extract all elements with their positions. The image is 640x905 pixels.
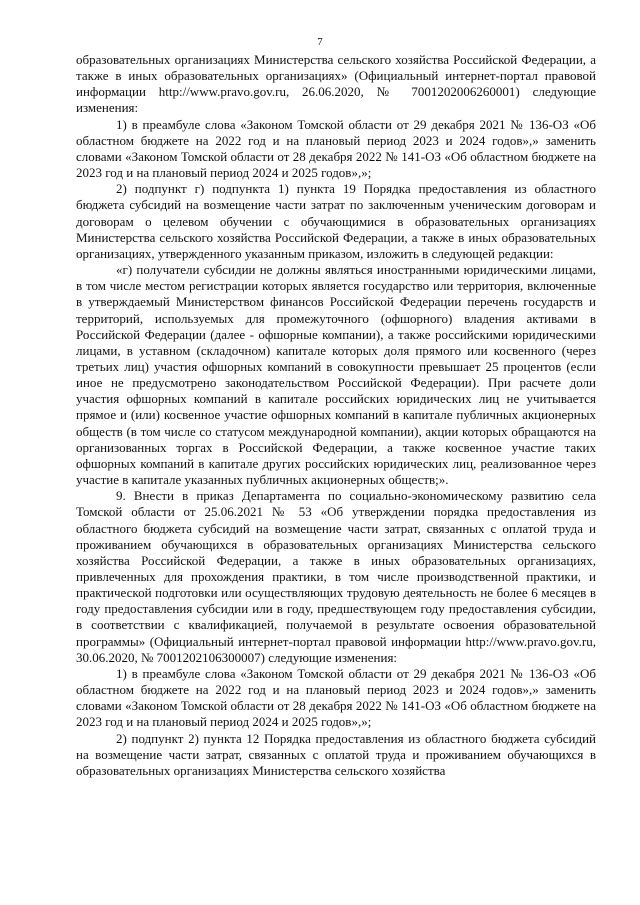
paragraph-item-1-preamble: 1) в преамбуле слова «Законом Томской области от 29 декабря 2021 № 136-ОЗ «Об областном бюджете на 2022 год и на плановый период 2023 и 2024 годов»,» заменить словами «Законом Томской области от 28 декабря 2022 № 141-ОЗ «Об областном бюджете на 2023 год и на плановый период 2024 и 2025 годов»,»; [76,116,596,181]
paragraph-item-2-subclause: 2) подпункт г) подпункта 1) пункта 19 Порядка предоставления из областного бюджета субсидий на возмещение части затрат по заключенным ученическим договорам и договорам о целевом обучении с обучающимися в образовательных организациях Министерства сельского хозяйства Российской Федерации, а также в иных образовательных организациях, утвержденного указанным приказом, изложить в следующей редакции: [76,181,596,261]
paragraph-intro-continued: образовательных организациях Министерства сельского хозяйства Российской Федерации, а также в иных образовательных организациях» (Официальный интернет-портал правовой информации http://www.pravo.gov.ru, 26.06.2020, № 7001202006260001) следующие изменения: [76,52,596,116]
paragraph-section-9-item-2: 2) подпункт 2) пункта 12 Порядка предоставления из областного бюджета субсидий на возмещение части затрат, связанных с оплатой труда и проживанием обучающихся в образовательных организациях Министерства сельского хозяйства [76,730,596,778]
document-body [76,52,596,779]
paragraph-section-9: 9. Внести в приказ Департамента по социально-экономическому развитию села Томской области от 25.06.2021 № 53 «Об утверждении порядка предоставления из областного бюджета субсидий на возмещение части затрат, связанных с оплатой труда и проживанием обучающихся в образовательных организациях Министерства сельского хозяйства Российской Федерации, а также в иных образовательных организациях, привлеченных для прохождения практики, в том числе производственной практики, и практической подготовки или осуществляющих трудовую деятельность не более 6 месяцев в году предоставления субсидии или в году, предшествующем году предоставления субсидии, в соответствии с квалификацией, получаемой в результате освоения образовательной программы» (Официальный интернет-портал правовой информации http://www.pravo.gov.ru, 30.06.2020, № 7001202106300007) следующие изменения: [76,488,596,665]
page-number: 7 [317,36,323,48]
paragraph-new-wording-g: «г) получатели субсидии не должны являться иностранными юридическими лицами, в том числе местом регистрации которых является государство или территория, включенные в утверждаемый Министерством финансов Российской Федерации перечень государств и территорий, используемых для промежуточного (офшорного) владения активами в Российской Федерации (далее - офшорные компании), а также российскими юридическими лицами, в уставном (складочном) капитале которых доля прямого или косвенного (через третьих лиц) участия офшорных компаний в совокупности превышает 25 процентов (если иное не предусмотрено законодательством Российской Федерации). При расчете доли участия офшорных компаний в капитале российских юридических лиц не учитывается прямое и (или) косвенное участие офшорных компаний в капитале публичных акционерных обществ (в том числе со статусом международной компании), акции которых обращаются на организованных торгах в Российской Федерации, а также косвенное участие таких офшорных компаний в капитале других российских юридических лиц, реализованное через участие в капитале указанных публичных акционерных обществ;». [76,262,596,488]
paragraph-section-9-item-1: 1) в преамбуле слова «Законом Томской области от 29 декабря 2021 № 136-ОЗ «Об областном бюджете на 2022 год и на плановый период 2023 и 2024 годов»,» заменить словами «Законом Томской области от 28 декабря 2022 № 141-ОЗ «Об областном бюджете на 2023 год и на плановый период 2024 и 2025 годов»,»; [76,665,596,730]
